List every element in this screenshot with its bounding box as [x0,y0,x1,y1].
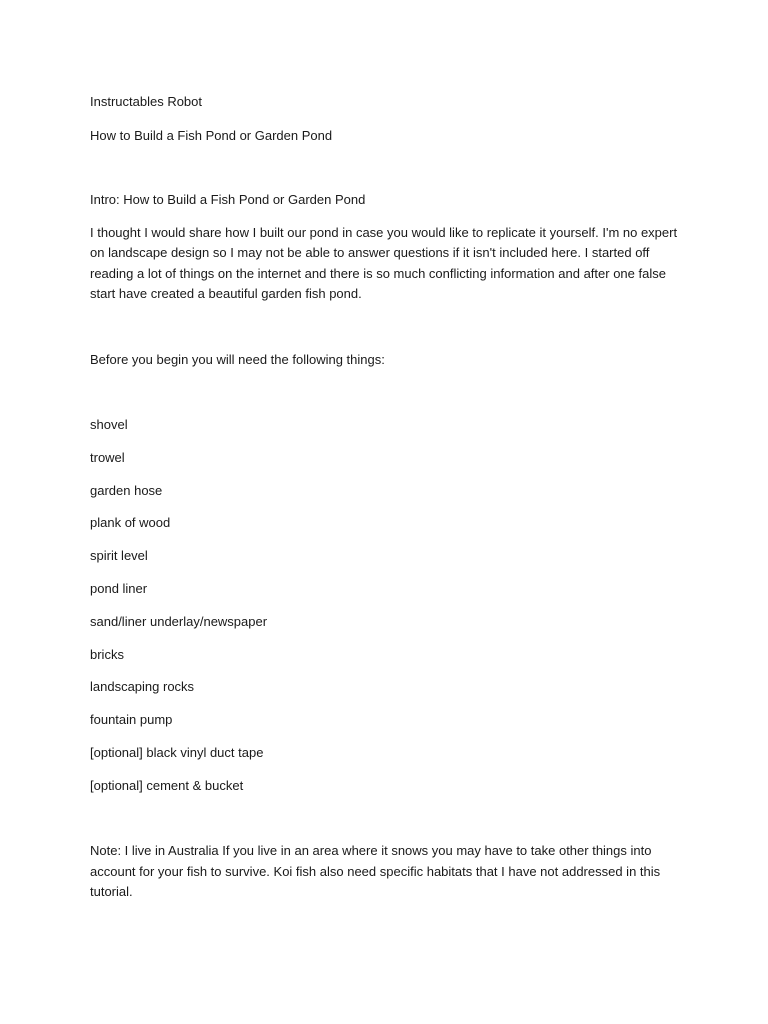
list-item: pond liner [90,580,148,596]
note-paragraph: Note: I live in Australia If you live in an area where it snows you may have to take other things into account for your fish to survive. Koi fish also need specific habitats that I have not addressed in this tutorial. [90,843,661,900]
list-item: bricks [90,646,124,662]
list-item: spirit level [90,548,148,564]
list-item: [optional] cement & bucket [90,777,244,793]
author-line: Instructables Robot [90,94,203,109]
list-item: fountain pump [90,712,173,728]
list-item: shovel [90,417,128,432]
intro-heading: Intro: How to Build a Fish Pond or Garden Pond [90,192,366,207]
document-body [90,92,680,903]
list-item: sand/liner underlay/newspaper [90,613,268,629]
list-item: plank of wood [90,515,171,531]
list-item: [optional] black vinyl duct tape [90,744,264,760]
list-item: landscaping rocks [90,679,195,695]
document-title: How to Build a Fish Pond or Garden Pond [90,127,333,143]
list-item: garden hose [90,482,163,498]
materials-list [90,415,680,796]
materials-lead-in: Before you begin you will need the following things: [90,351,385,367]
intro-paragraph: I thought I would share how I built our pond in case you would like to replicate it yourself. I'm no expert on landscape design so I may not be able to answer questions if it isn't included here. I started off reading a lot of things on the internet and there is so much conflicting information and after one false start have created a beautiful garden fish pond. [90,224,678,301]
list-item: trowel [90,449,125,465]
